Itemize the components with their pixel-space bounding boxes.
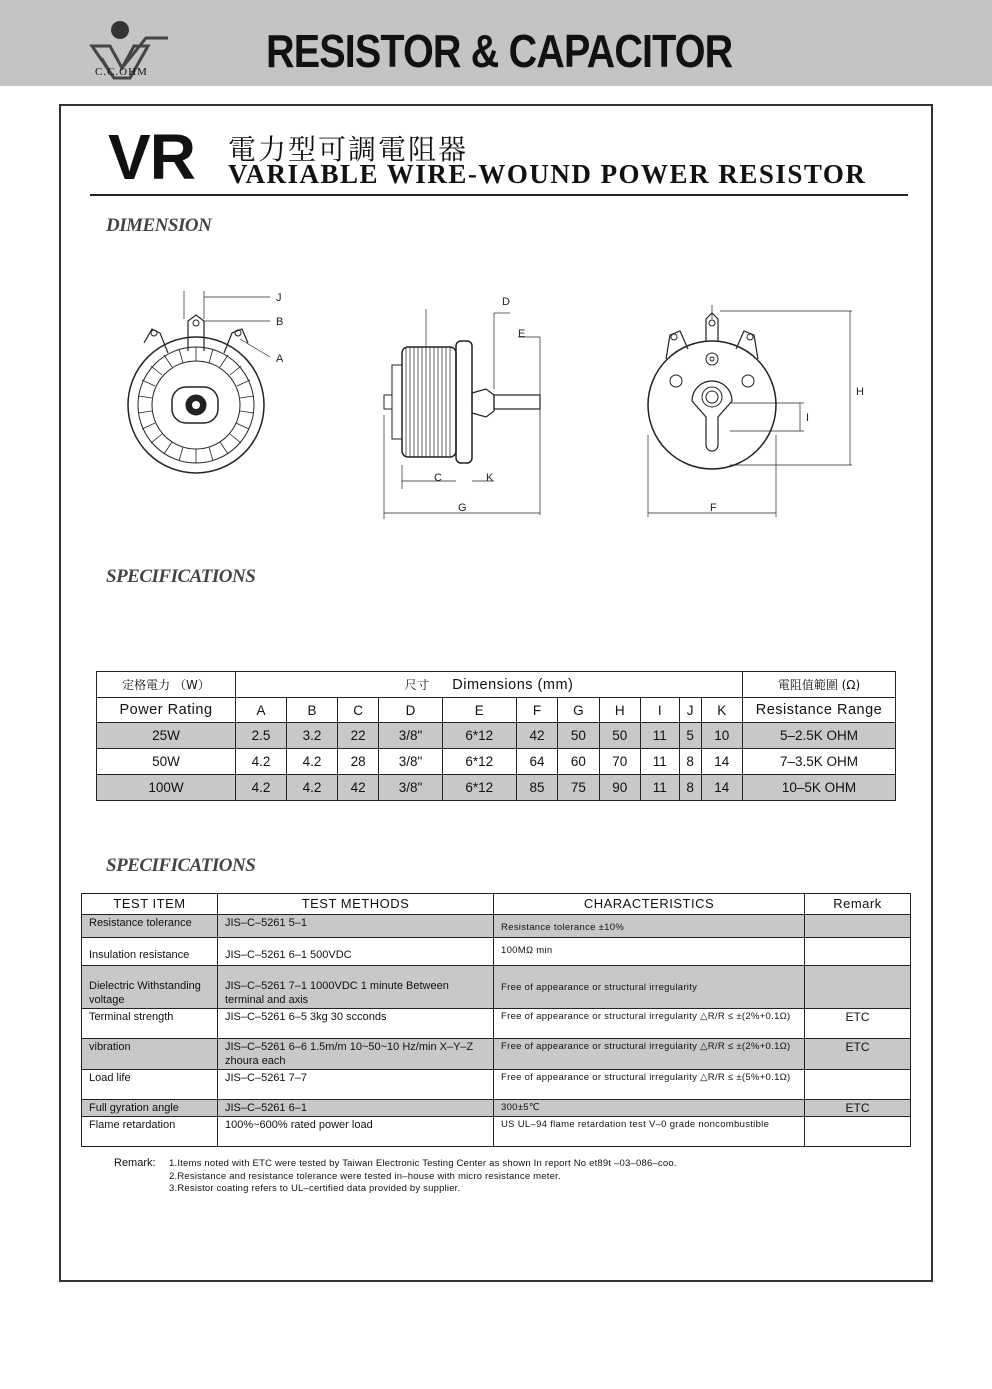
remark-item: 2.Resistance and resistance tolerance were tested in–house with micro resistance meter. <box>169 1170 561 1182</box>
remark-cell <box>805 966 911 1009</box>
test-method-cell: JIS–C–5261 5–1 <box>218 915 494 938</box>
test-item-cell: Flame retardation <box>82 1117 218 1147</box>
value-cell: 11 <box>640 775 679 801</box>
section-dimension: DIMENSION <box>106 215 212 236</box>
value-cell: 22 <box>338 723 379 749</box>
test-method-cell: 100%~600% rated power load <box>218 1117 494 1147</box>
dimension-table <box>96 671 896 801</box>
col-e: E <box>442 698 516 723</box>
value-cell: 5 <box>679 723 701 749</box>
value-cell: 50 <box>558 723 599 749</box>
test-method-cell: JIS–C–5261 7–1 1000VDC 1 minute Between terminal and axis <box>218 966 494 1009</box>
dimensions-en: Dimensions (mm) <box>452 677 574 693</box>
value-cell: 28 <box>338 749 379 775</box>
table-row <box>82 915 911 938</box>
value-cell: 10 <box>701 723 742 749</box>
value-cell: 4.2 <box>287 775 338 801</box>
value-cell: 14 <box>701 749 742 775</box>
test-item-cell: Insulation resistance <box>82 938 218 966</box>
test-spec-table <box>81 893 911 1147</box>
value-cell: 42 <box>338 775 379 801</box>
range-cell: 10–5K OHM <box>743 775 896 801</box>
characteristic-cell: US UL–94 flame retardation test V–0 grade noncombustible <box>494 1117 805 1147</box>
header-characteristics: CHARACTERISTICS <box>494 894 805 915</box>
col-j: J <box>679 698 701 723</box>
range-cn: 電阻值範圍 (Ω) <box>743 672 896 698</box>
power-rating-en: Power Rating <box>97 698 236 723</box>
label-g: G <box>458 502 467 514</box>
value-cell: 42 <box>516 723 557 749</box>
remark-cell <box>805 938 911 966</box>
test-item-cell: Dielectric Withstanding voltage <box>82 966 218 1009</box>
side-view <box>384 309 540 519</box>
characteristic-cell: Free of appearance or structural irregularity △R/R ≤ ±(5%+0.1Ω) <box>494 1070 805 1100</box>
table-row <box>82 1039 911 1070</box>
test-item-cell: Terminal strength <box>82 1009 218 1039</box>
col-b: B <box>287 698 338 723</box>
dimension-drawing <box>100 285 890 525</box>
value-cell: 3/8" <box>379 775 442 801</box>
back-view <box>648 305 852 517</box>
header-test-methods: TEST METHODS <box>218 894 494 915</box>
test-method-cell: JIS–C–5261 6–1 500VDC <box>218 938 494 966</box>
value-cell: 6*12 <box>442 749 516 775</box>
table-row <box>97 749 896 775</box>
power-cell: 100W <box>97 775 236 801</box>
label-d: D <box>502 296 510 308</box>
characteristic-cell: Free of appearance or structural irregularity △R/R ≤ ±(2%+0.1Ω) <box>494 1009 805 1039</box>
value-cell: 3/8" <box>379 723 442 749</box>
col-f: F <box>516 698 557 723</box>
title-divider <box>90 194 908 196</box>
remark-cell: ETC <box>805 1039 911 1070</box>
header-test-item: TEST ITEM <box>82 894 218 915</box>
label-i: I <box>806 412 810 424</box>
table-row <box>82 966 911 1009</box>
table-row <box>97 723 896 749</box>
col-a: A <box>236 698 287 723</box>
power-cell: 50W <box>97 749 236 775</box>
product-name-en: VARIABLE WIRE-WOUND POWER RESISTOR <box>228 159 867 189</box>
col-i: I <box>640 698 679 723</box>
value-cell: 8 <box>679 775 701 801</box>
range-en: Resistance Range <box>743 698 896 723</box>
product-code: VR <box>108 121 195 193</box>
power-cell: 25W <box>97 723 236 749</box>
value-cell: 3/8" <box>379 749 442 775</box>
range-cell: 7–3.5K OHM <box>743 749 896 775</box>
label-f: F <box>710 502 717 514</box>
label-h: H <box>856 386 864 398</box>
characteristic-cell: Free of appearance or structural irregularity △R/R ≤ ±(2%+0.1Ω) <box>494 1039 805 1070</box>
remark-item: 3.Resistor coating refers to UL–certified data provided by supplier. <box>169 1183 461 1194</box>
table-row <box>97 775 896 801</box>
page-title: RESISTOR & CAPACITOR <box>266 25 733 77</box>
dimensions-header <box>236 672 743 698</box>
label-b: B <box>276 316 284 328</box>
characteristic-cell: 300±5℃ <box>494 1100 805 1117</box>
label-j: J <box>276 292 282 304</box>
table-row <box>82 1070 911 1100</box>
test-item-cell: Full gyration angle <box>82 1100 218 1117</box>
section-specifications-1: SPECIFICATIONS <box>106 566 256 587</box>
col-k: K <box>701 698 742 723</box>
product-name-cn: 電力型可調電阻器 <box>228 133 469 166</box>
value-cell: 90 <box>599 775 640 801</box>
characteristic-cell: Free of appearance or structural irregularity <box>494 966 805 1009</box>
brand-name: C.C.OHM <box>95 66 148 78</box>
value-cell: 75 <box>558 775 599 801</box>
value-cell: 11 <box>640 749 679 775</box>
table-row <box>82 938 911 966</box>
remark-cell: ETC <box>805 1009 911 1039</box>
test-item-cell: vibration <box>82 1039 218 1070</box>
test-method-cell: JIS–C–5261 6–6 1.5m/m 10~50~10 Hz/min X–Y–Z zhoura each <box>218 1039 494 1070</box>
value-cell: 4.2 <box>236 775 287 801</box>
value-cell: 11 <box>640 723 679 749</box>
remark-item: 1.Items noted with ETC were tested by Taiwan Electronic Testing Center as shown In report No et89t –03–086–coo. <box>169 1158 677 1169</box>
col-h: H <box>599 698 640 723</box>
dimensions-cn: 尺寸 <box>404 678 430 692</box>
value-cell: 3.2 <box>287 723 338 749</box>
value-cell: 4.2 <box>236 749 287 775</box>
value-cell: 60 <box>558 749 599 775</box>
label-c: C <box>434 472 442 484</box>
remark-label: Remark: <box>114 1157 156 1169</box>
front-view <box>128 291 270 473</box>
col-g: G <box>558 698 599 723</box>
characteristic-cell: Resistance tolerance ±10% <box>494 915 805 938</box>
value-cell: 14 <box>701 775 742 801</box>
header-remark: Remark <box>805 894 911 915</box>
table-row <box>82 1009 911 1039</box>
power-rating-cn: 定格電力 （W） <box>97 672 236 698</box>
table-row <box>82 1100 911 1117</box>
label-a: A <box>276 353 284 365</box>
value-cell: 2.5 <box>236 723 287 749</box>
value-cell: 4.2 <box>287 749 338 775</box>
value-cell: 6*12 <box>442 723 516 749</box>
label-k: K <box>486 472 494 484</box>
value-cell: 8 <box>679 749 701 775</box>
test-item-cell: Load life <box>82 1070 218 1100</box>
remark-cell: ETC <box>805 1100 911 1117</box>
characteristic-cell: 100MΩ min <box>494 938 805 966</box>
test-method-cell: JIS–C–5261 6–5 3kg 30 scconds <box>218 1009 494 1039</box>
value-cell: 70 <box>599 749 640 775</box>
label-e: E <box>518 328 526 340</box>
remark-cell <box>805 1117 911 1147</box>
test-method-cell: JIS–C–5261 7–7 <box>218 1070 494 1100</box>
table-row <box>82 1117 911 1147</box>
remark-cell <box>805 1070 911 1100</box>
remark-cell <box>805 915 911 938</box>
range-cell: 5–2.5K OHM <box>743 723 896 749</box>
section-specifications-2: SPECIFICATIONS <box>106 855 256 876</box>
col-d: D <box>379 698 442 723</box>
value-cell: 64 <box>516 749 557 775</box>
col-c: C <box>338 698 379 723</box>
test-item-cell: Resistance tolerance <box>82 915 218 938</box>
value-cell: 85 <box>516 775 557 801</box>
value-cell: 6*12 <box>442 775 516 801</box>
test-method-cell: JIS–C–5261 6–1 <box>218 1100 494 1117</box>
value-cell: 50 <box>599 723 640 749</box>
